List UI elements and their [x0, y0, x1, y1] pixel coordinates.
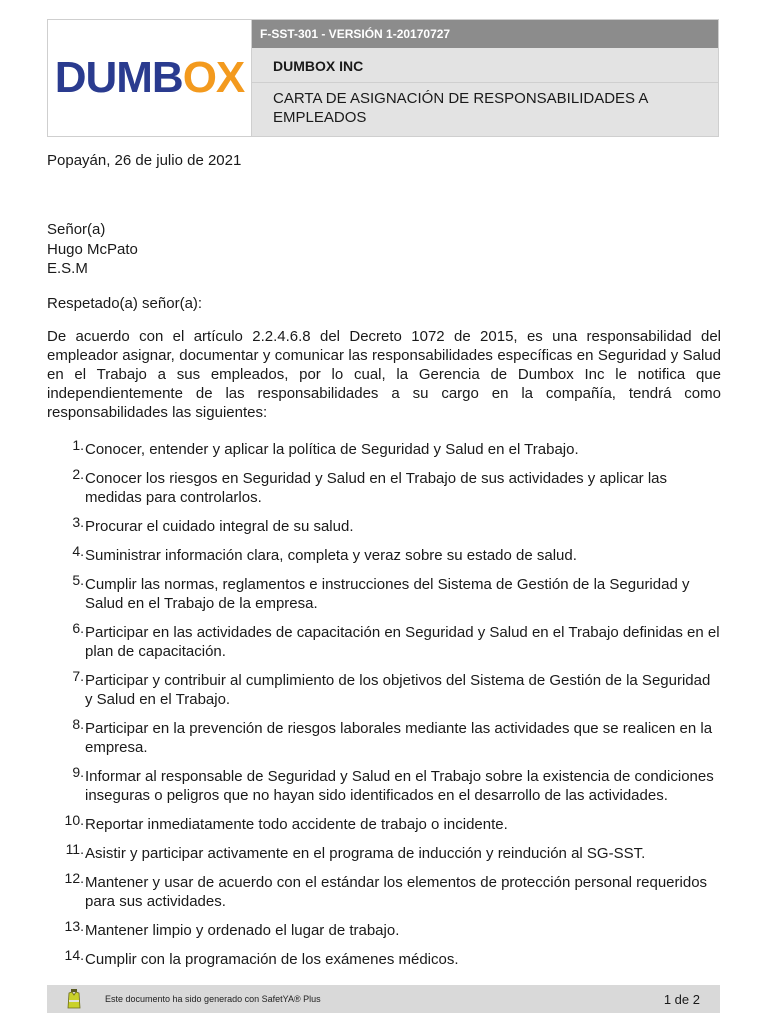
date-line: Popayán, 26 de julio de 2021	[47, 152, 242, 169]
list-item	[47, 841, 721, 863]
list-item-text: Cumplir con la programación de los exámenes médicos.	[85, 951, 459, 968]
list-item-number: 2.	[72, 466, 84, 482]
list-item-text: Informar al responsable de Seguridad y Salud en el Trabajo sobre la existencia de condiciones inseguras o peligros que no hayan sido identificados en el desarrollo de las actividades.	[85, 768, 714, 804]
recipient-title: Señor(a)	[47, 221, 106, 238]
list-item-number: 11.	[65, 841, 84, 857]
list-item	[47, 716, 721, 757]
header-info	[252, 20, 718, 136]
list-item-text: Asistir y participar activamente en el programa de inducción y reindución al SG-SST.	[85, 845, 646, 862]
list-item-text: Participar y contribuir al cumplimiento de los objetivos del Sistema de Gestión de la Seguridad y Salud en el Trabajo.	[85, 672, 711, 708]
company-name: DUMBOX INC	[252, 48, 718, 83]
list-item-number: 1.	[72, 437, 84, 453]
document-header	[47, 19, 719, 137]
form-code: F-SST-301 - VERSIÓN 1-20170727	[252, 20, 718, 48]
footer-note: Este documento ha sido generado con SafetYA® Plus	[105, 994, 321, 1004]
list-item-text: Mantener y usar de acuerdo con el estándar los elementos de protección personal requeridos para sus actividades.	[85, 874, 708, 910]
list-item-text: Participar en las actividades de capacitación en Seguridad y Salud en el Trabajo definidas en el plan de capacitación.	[85, 624, 720, 660]
list-item-number: 14.	[64, 947, 84, 963]
page-footer	[47, 985, 720, 1013]
list-item-text: Procurar el cuidado integral de su salud.	[85, 518, 354, 535]
list-item	[47, 668, 721, 709]
list-item	[47, 514, 721, 536]
list-item-text: Mantener limpio y ordenado el lugar de trabajo.	[85, 922, 400, 939]
salutation: Respetado(a) señor(a):	[47, 295, 203, 312]
logo-cell	[48, 20, 252, 136]
list-item	[47, 620, 721, 661]
list-item-number: 9.	[72, 764, 84, 780]
list-item	[47, 543, 721, 565]
list-item-text: Conocer, entender y aplicar la política de Seguridad y Salud en el Trabajo.	[85, 441, 579, 458]
company-logo	[54, 53, 245, 102]
list-item	[47, 764, 721, 805]
list-item-number: 12.	[64, 870, 84, 886]
list-item-number: 7.	[72, 668, 84, 684]
list-item-number: 4.	[72, 543, 84, 559]
list-item-number: 8.	[72, 716, 84, 732]
list-item-text: Participar en la prevención de riesgos laborales mediante las actividades que se realicen en la empresa.	[85, 720, 713, 756]
intro-paragraph: De acuerdo con el artículo 2.2.4.6.8 del Decreto 1072 de 2015, es una responsabilidad del empleador asignar, documentar y comunicar las responsabilidades específicas en Seguridad y Salud en el Trabajo a sus empleados, por lo cual, la Gerencia de Dumbox Inc le notifica que independientemente de las responsabilidades a su cargo en la compañía, tendrá como responsabilidades las siguientes:	[47, 328, 721, 421]
list-item	[47, 947, 721, 969]
list-item-number: 5.	[72, 572, 84, 588]
list-item-text: Cumplir las normas, reglamentos e instrucciones del Sistema de Gestión de la Seguridad y Salud en el Trabajo de la empresa.	[85, 576, 690, 612]
list-item	[47, 812, 721, 834]
list-item-number: 6.	[72, 620, 84, 636]
list-item-number: 3.	[72, 514, 84, 530]
list-item-number: 10.	[64, 812, 84, 828]
list-item-number: 13.	[64, 918, 84, 934]
document-title: CARTA DE ASIGNACIÓN DE RESPONSABILIDADES A EMPLEADOS	[273, 90, 648, 126]
safety-vest-icon	[67, 989, 87, 1009]
list-item	[47, 918, 721, 940]
list-item-text: Conocer los riesgos en Seguridad y Salud en el Trabajo de sus actividades y aplicar las medidas para controlarlos.	[85, 470, 667, 506]
responsibility-list	[47, 437, 721, 979]
logo-text-left: DUMB	[54, 53, 183, 102]
recipient-name: Hugo McPato	[47, 241, 138, 258]
list-item	[47, 572, 721, 613]
page-number: 1 de 2	[663, 991, 700, 1007]
list-item-text: Suministrar información clara, completa y veraz sobre su estado de salud.	[85, 547, 577, 564]
list-item	[47, 466, 721, 507]
logo-text-right: OX	[182, 53, 245, 102]
list-item	[47, 437, 721, 459]
list-item-text: Reportar inmediatamente todo accidente de trabajo o incidente.	[85, 816, 508, 833]
list-item	[47, 870, 721, 911]
recipient-suffix: E.S.M	[47, 260, 88, 277]
